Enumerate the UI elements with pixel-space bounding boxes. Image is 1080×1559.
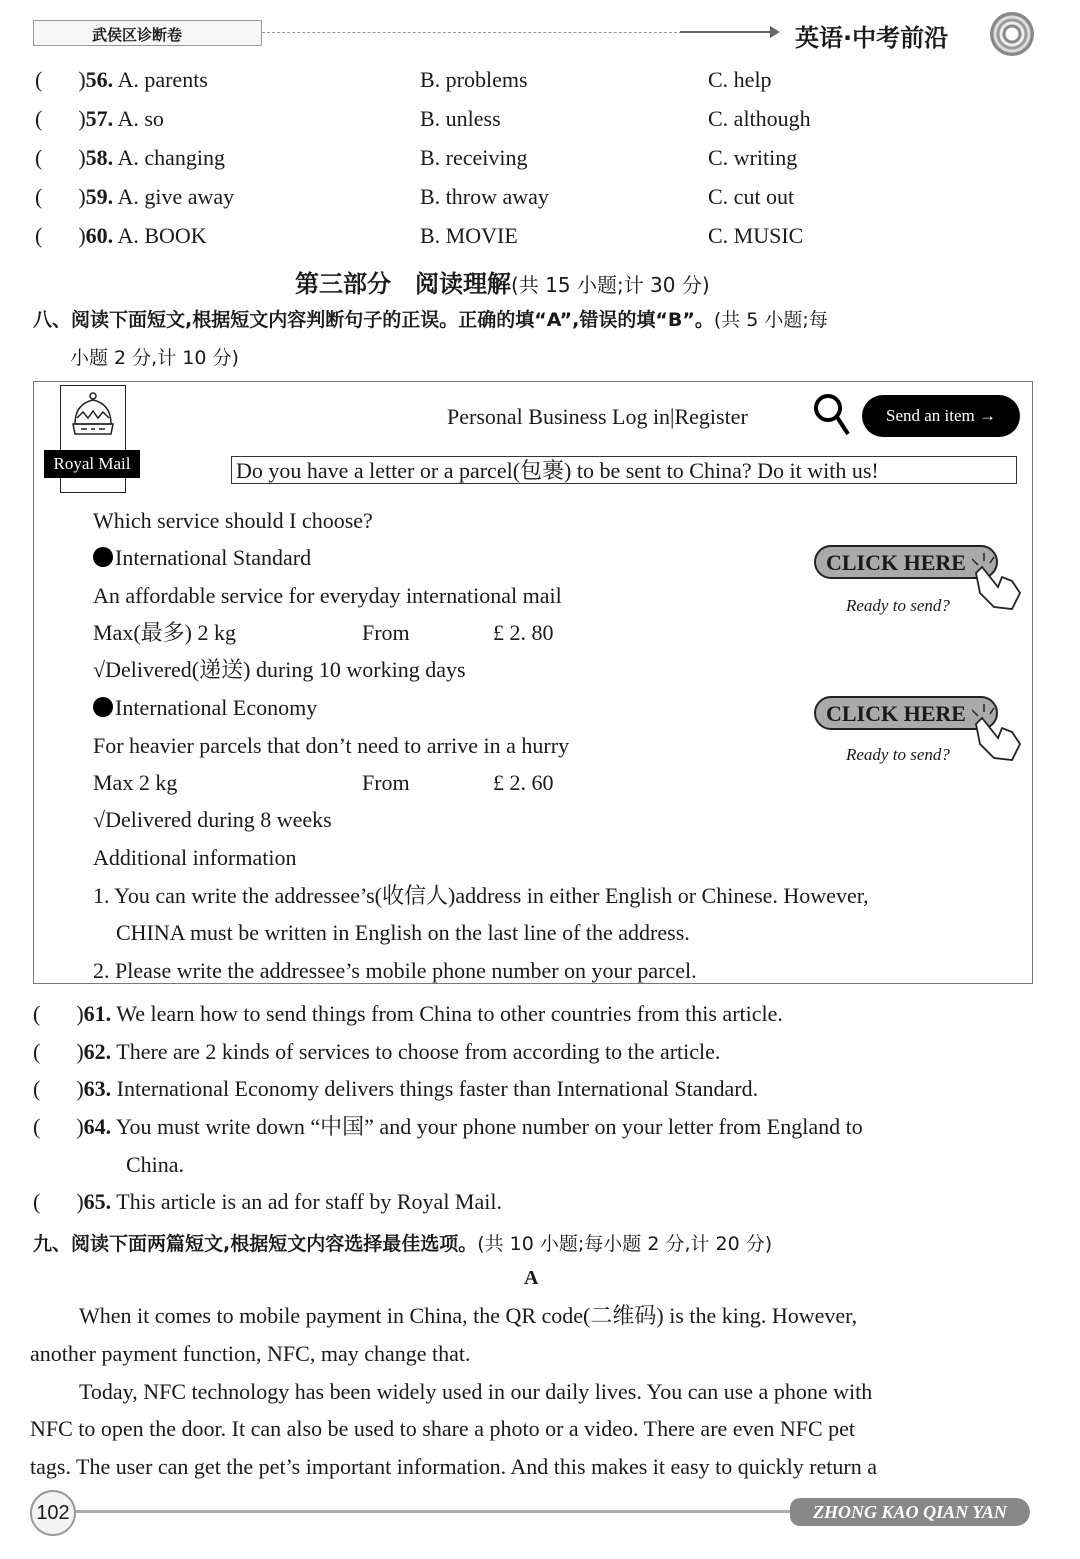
section9-instruction: 九、阅读下面两篇短文,根据短文内容选择最佳选项。(共 10 小题;每小题 2 分,计 20 分) bbox=[33, 1233, 773, 1255]
option-b: B. problems bbox=[420, 67, 528, 92]
search-icon[interactable] bbox=[812, 392, 852, 443]
bullet-icon bbox=[93, 697, 113, 717]
service-price: £ 2. 80 bbox=[493, 620, 554, 645]
click-here-button[interactable]: CLICK HERE bbox=[814, 545, 998, 579]
service-delivery: √Delivered during 8 weeks bbox=[93, 807, 332, 832]
additional-title: Additional information bbox=[93, 845, 297, 870]
service-question: Which service should I choose? bbox=[93, 508, 373, 533]
additional-item-cont: CHINA must be written in English on the last line of the address. bbox=[116, 920, 690, 945]
service-name: International Standard bbox=[93, 547, 311, 569]
book-title: 英语·中考前沿 bbox=[795, 24, 949, 52]
cloze-question-56: ( )56. A. parents bbox=[35, 67, 208, 92]
service-max: Max 2 kg bbox=[93, 770, 178, 795]
service-delivery: √Delivered(递送) during 10 working days bbox=[93, 657, 466, 682]
crown-icon bbox=[61, 386, 125, 448]
cloze-question-59: ( )59. A. give away bbox=[35, 184, 235, 209]
passage-paragraph-cont: tags. The user can get the pet’s important information. And this makes it easy to quickly return a bbox=[30, 1454, 878, 1479]
option-c: C. MUSIC bbox=[708, 223, 804, 248]
exam-name-box bbox=[33, 20, 262, 46]
cloze-question-60: ( )60. A. BOOK bbox=[35, 223, 207, 248]
header-arrow-line bbox=[680, 31, 775, 33]
pointing-hand-icon bbox=[972, 704, 1024, 769]
section8-instruction: 八、阅读下面短文,根据短文内容判断句子的正误。正确的填“A”,错误的填“B”。(共 5 小题;每 bbox=[33, 309, 828, 331]
footer-line bbox=[70, 1510, 790, 1513]
passage-paragraph: Today, NFC technology has been widely used in our daily lives. You can use a phone with bbox=[79, 1379, 873, 1404]
additional-item: 2. Please write the addressee’s mobile phone number on your parcel. bbox=[93, 958, 697, 983]
option-b: B. throw away bbox=[420, 184, 549, 209]
series-tag: ZHONG KAO QIAN YAN bbox=[790, 1498, 1030, 1526]
service-from: From bbox=[362, 620, 410, 645]
service-price: £ 2. 60 bbox=[493, 770, 554, 795]
tf-question-62: ( )62. There are 2 kinds of services to choose from according to the article. bbox=[33, 1039, 721, 1064]
passage-paragraph-cont: NFC to open the door. It can also be used to share a photo or a video. There are even NFC pet bbox=[30, 1416, 855, 1441]
service-desc: For heavier parcels that don’t need to arrive in a hurry bbox=[93, 733, 570, 758]
service-from: From bbox=[362, 770, 410, 795]
ready-to-send: Ready to send? bbox=[846, 596, 950, 615]
service-max: Max(最多) 2 kg bbox=[93, 620, 236, 645]
option-c: C. cut out bbox=[708, 184, 795, 209]
tf-question-63: ( )63. International Economy delivers things faster than International Standard. bbox=[33, 1076, 759, 1101]
tf-question-64: ( )64. You must write down “中国” and your phone number on your letter from England to bbox=[33, 1114, 863, 1139]
passage-label: A bbox=[524, 1267, 539, 1289]
target-rings-icon bbox=[990, 12, 1034, 56]
service-name: International Economy bbox=[93, 697, 317, 719]
page-number: 102 bbox=[30, 1490, 76, 1536]
passage-paragraph-cont: another payment function, NFC, may change that. bbox=[30, 1341, 471, 1366]
option-c: C. although bbox=[708, 106, 811, 131]
exam-name: 武侯区诊断卷 bbox=[92, 26, 183, 44]
additional-item: 1. You can write the addressee’s(收信人)address in either English or Chinese. However, bbox=[93, 883, 869, 908]
click-here-button[interactable]: CLICK HERE bbox=[814, 696, 998, 730]
tf-question-61: ( )61. We learn how to send things from China to other countries from this article. bbox=[33, 1001, 783, 1026]
section8-instruction-cont: 小题 2 分,计 10 分) bbox=[70, 347, 239, 369]
option-c: C. writing bbox=[708, 145, 798, 170]
option-b: B. MOVIE bbox=[420, 223, 518, 248]
service-desc: An affordable service for everyday international mail bbox=[93, 583, 562, 608]
header-dashed-line bbox=[262, 32, 682, 33]
send-item-button[interactable]: Send an item → bbox=[862, 395, 1020, 437]
tf-question-64-cont: China. bbox=[126, 1152, 185, 1177]
tf-question-65: ( )65. This article is an ad for staff by Royal Mail. bbox=[33, 1189, 502, 1214]
bullet-icon bbox=[93, 547, 113, 567]
arrow-right-icon bbox=[770, 26, 780, 38]
ready-to-send: Ready to send? bbox=[846, 745, 950, 764]
cloze-question-58: ( )58. A. changing bbox=[35, 145, 225, 170]
ad-slogan: Do you have a letter or a parcel(包裹) to be sent to China? Do it with us! bbox=[231, 456, 1017, 484]
option-b: B. receiving bbox=[420, 145, 528, 170]
option-b: B. unless bbox=[420, 106, 501, 131]
cloze-question-57: ( )57. A. so bbox=[35, 106, 164, 131]
pointing-hand-icon bbox=[972, 553, 1024, 618]
option-c: C. help bbox=[708, 67, 772, 92]
part-title: 第三部分 阅读理解(共 15 小题;计 30 分) bbox=[295, 270, 710, 298]
account-nav[interactable]: Personal Business Log in|Register bbox=[447, 404, 748, 429]
passage-paragraph: When it comes to mobile payment in China, the QR code(二维码) is the king. However, bbox=[79, 1303, 858, 1328]
royal-mail-label: Royal Mail bbox=[44, 450, 140, 478]
